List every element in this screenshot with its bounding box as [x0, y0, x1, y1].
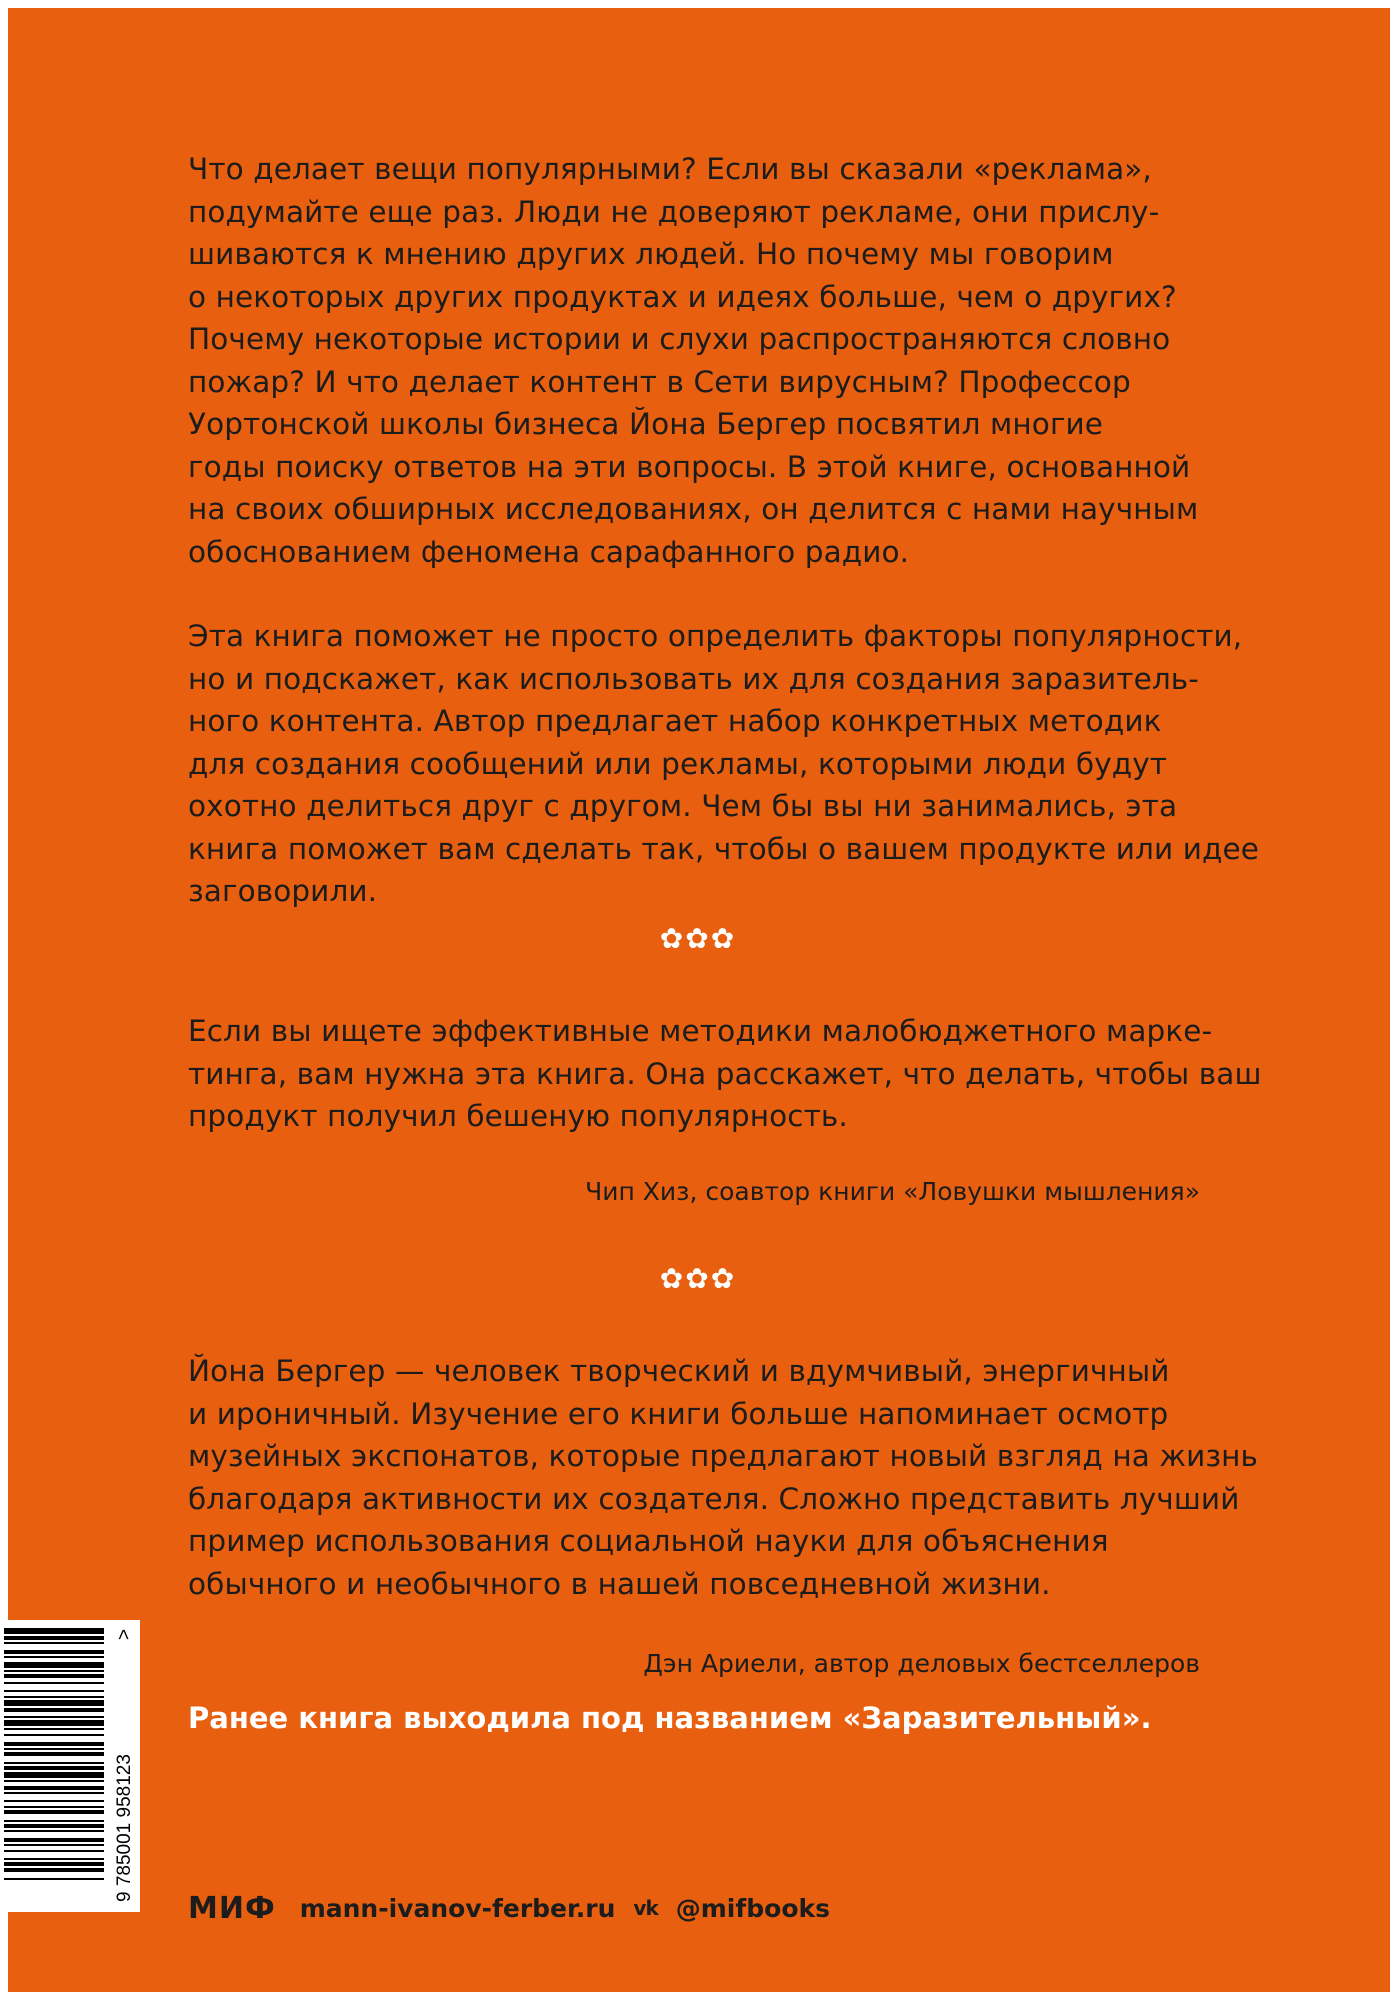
- barcode-number: 9 785001 958123: [114, 1754, 135, 1902]
- book-back-cover: [8, 8, 1390, 1992]
- text-line: Почему некоторые истории и слухи распространяются словно: [188, 322, 1171, 356]
- text-line: обоснованием феномена сарафанного радио.: [188, 534, 910, 569]
- publisher-logo: МИФ: [188, 1890, 276, 1926]
- flower-divider-icon: ✿✿✿: [659, 922, 737, 955]
- barcode-bar: [4, 1748, 104, 1750]
- previous-title-note: Ранее книга выходила под названием «Заразительный».: [188, 1701, 1152, 1735]
- barcode-graphic: [0, 1620, 140, 1912]
- barcode-bar: [4, 1830, 104, 1832]
- barcode-bar: [4, 1868, 104, 1872]
- barcode-bar: [4, 1650, 104, 1654]
- barcode-bar: [4, 1670, 104, 1672]
- barcode-bar: [4, 1674, 104, 1678]
- text-line: шиваются к мнению других людей. Но почему мы говорим: [188, 237, 1114, 271]
- text-line: Эта книга поможет не просто определить факторы популярности,: [188, 619, 1243, 653]
- barcode-bar: [4, 1772, 104, 1778]
- publisher-footer: [188, 1888, 830, 1928]
- barcode-bar: [4, 1628, 104, 1634]
- text-line: музейных экспонатов, которые предлагают новый взгляд на жизнь: [188, 1439, 1259, 1473]
- text-line: книга поможет вам сделать так, чтобы о вашем продукте или идее: [188, 831, 1260, 866]
- barcode-bar: [4, 1708, 104, 1712]
- barcode-bar: [4, 1642, 104, 1644]
- text-line: Йона Бергер — человек творческий и вдумчивый, энергичный: [188, 1354, 1170, 1388]
- barcode-bar: [4, 1792, 104, 1794]
- text-line: но и подскажет, как использовать их для создания заразитель-: [188, 661, 1200, 696]
- quote-1-attribution: Чип Хиз, соавтор книги «Ловушки мышления»: [585, 1177, 1200, 1206]
- barcode-bar: [4, 1696, 104, 1698]
- barcode-bar: [4, 1636, 104, 1640]
- quote-2-attribution: Дэн Ариели, автор деловых бестселлеров: [643, 1649, 1200, 1678]
- barcode-bar: [4, 1662, 104, 1668]
- text-line: о некоторых других продуктах и идеях больше, чем о других?: [188, 279, 1177, 314]
- barcode-bar: [4, 1850, 104, 1852]
- quote-1: [188, 1010, 1262, 1138]
- barcode-bar: [4, 1742, 104, 1746]
- description-paragraph-2: [188, 615, 1260, 913]
- social-handle-link[interactable]: @mifbooks: [675, 1893, 830, 1923]
- text-line: тинга, вам нужна эта книга. Она расскажет, что делать, чтобы ваш: [188, 1056, 1262, 1091]
- quote-2: [188, 1350, 1259, 1605]
- text-line: для создания сообщений или рекламы, которыми люди будут: [188, 746, 1168, 781]
- barcode-bar: [4, 1786, 104, 1790]
- barcode-bar: [4, 1728, 104, 1730]
- text-line: на своих обширных исследованиях, он делится с нами научным: [188, 492, 1199, 526]
- barcode-bar: [4, 1656, 104, 1658]
- barcode-bar: [4, 1762, 104, 1764]
- barcode-bar: [4, 1862, 104, 1866]
- publisher-website-link[interactable]: mann-ivanov-ferber.ru: [299, 1893, 616, 1923]
- text-line: ного контента. Автор предлагает набор конкретных методик: [188, 704, 1162, 738]
- barcode-bar: [4, 1766, 104, 1770]
- text-line: годы поиску ответов на эти вопросы. В этой книге, основанной: [188, 449, 1191, 484]
- barcode-bar: [4, 1700, 104, 1706]
- barcode-bar: [4, 1716, 104, 1718]
- text-line: Что делает вещи популярными? Если вы сказали «реклама»,: [188, 152, 1152, 186]
- text-line: благодаря активности их создателя. Сложно представить лучший: [188, 1481, 1240, 1516]
- text-line: подумайте еще раз. Люди не доверяют рекламе, они прислу-: [188, 194, 1160, 229]
- barcode-bar: [4, 1878, 104, 1880]
- barcode-bar: [4, 1752, 104, 1756]
- description-paragraph-1: [188, 148, 1218, 573]
- barcode-bar: [4, 1858, 104, 1860]
- barcode-bar: [4, 1838, 104, 1842]
- isbn-barcode: [0, 1620, 140, 1912]
- text-line: Уортонской школы бизнеса Йона Бергер посвятил многие: [188, 407, 1104, 441]
- text-line: продукт получил бешеную популярность.: [188, 1099, 848, 1133]
- barcode-bar: [4, 1690, 104, 1692]
- text-line: и ироничный. Изучение его книги больше напоминает осмотр: [188, 1396, 1169, 1431]
- barcode-bar: [4, 1682, 104, 1684]
- barcode-bar: [4, 1810, 104, 1814]
- text-line: пример использования социальной науки для объяснения: [188, 1524, 1109, 1558]
- barcode-bar: [4, 1824, 104, 1828]
- text-line: Если вы ищете эффективные методики малобюджетного марке-: [188, 1014, 1213, 1048]
- barcode-bar: [4, 1780, 104, 1782]
- barcode-bar: [4, 1800, 104, 1802]
- barcode-bar: [4, 1720, 104, 1726]
- text-line: пожар? И что делает контент в Сети вирусным? Профессор: [188, 364, 1131, 399]
- text-line: обычного и необычного в нашей повседневной жизни.: [188, 1566, 1051, 1601]
- text-line: заговорили.: [188, 874, 378, 908]
- barcode-bar: [4, 1820, 104, 1822]
- barcode-bar: [4, 1844, 104, 1846]
- vk-icon[interactable]: vk: [633, 1896, 658, 1920]
- barcode-bar: [4, 1806, 104, 1808]
- text-line: охотно делиться друг с другом. Чем бы вы ни занимались, эта: [188, 789, 1178, 823]
- barcode-bar: [4, 1734, 104, 1736]
- barcode-arrow: >: [114, 1628, 135, 1640]
- flower-divider-icon: ✿✿✿: [659, 1262, 737, 1295]
